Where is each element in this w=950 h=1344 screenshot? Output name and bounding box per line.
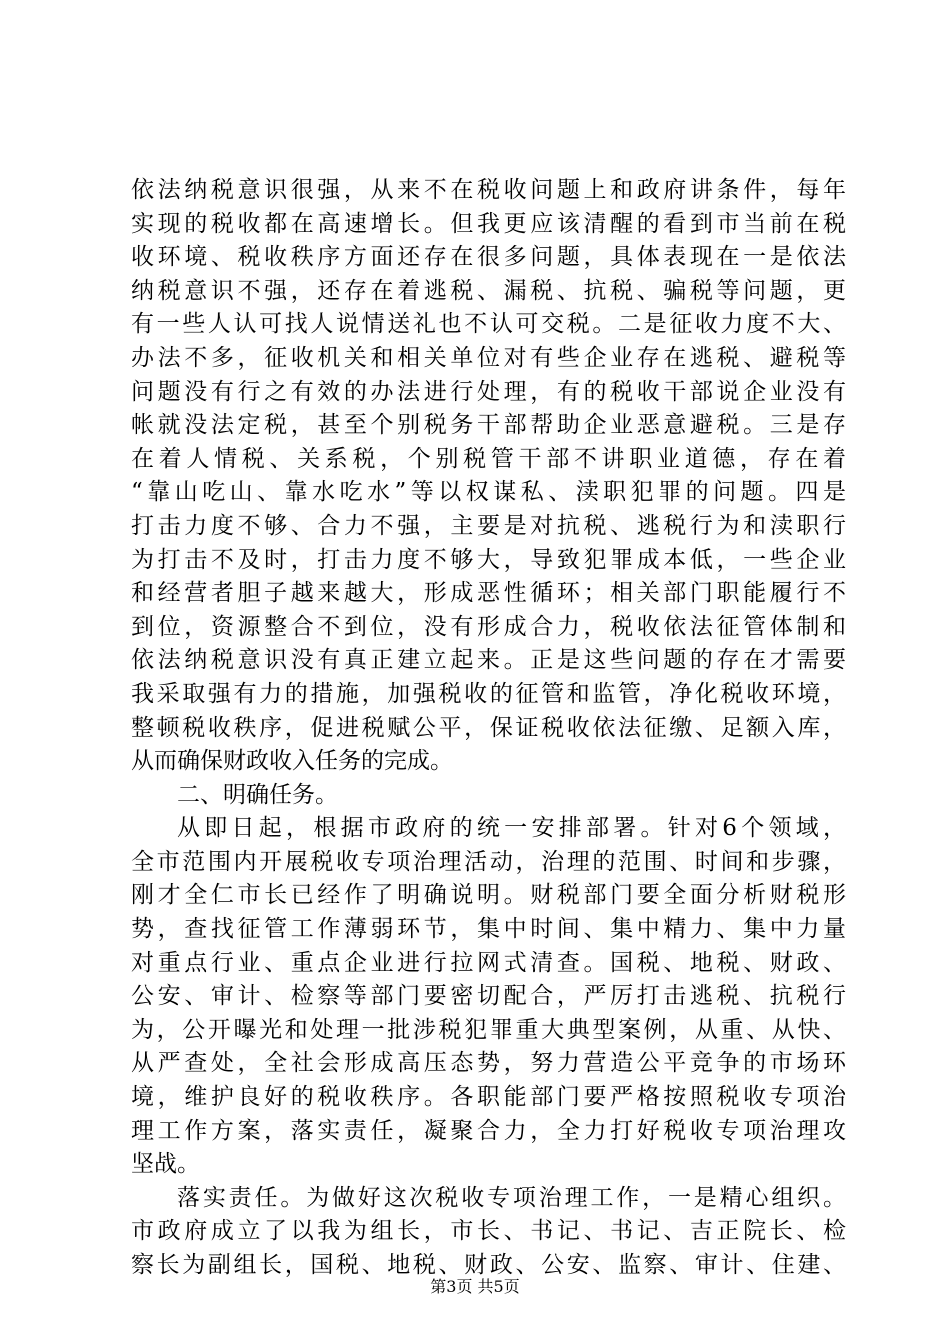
text-line: 为，公开曝光和处理一批涉税犯罪重大典型案例，从重、从快、 [131,1016,846,1043]
text-line: 整顿税收秩序，促进税赋公平，保证税收依法征缴、足额入库， [131,714,846,741]
text-line: 帐就没法定税，甚至个别税务干部帮助企业恶意避税。三是存 [131,412,846,439]
text-line: 办法不多，征收机关和相关单位对有些企业存在逃税、避税等 [131,344,846,371]
text-line: 察长为副组长，国税、地税、财政、公安、监察、审计、住建、 [131,1252,846,1278]
text-line: 收环境、税收秩序方面还存在很多问题，具体表现在一是依法 [131,244,846,271]
section-heading: 二、明确任务。 [177,781,338,808]
text-line: 到位，资源整合不到位，没有形成合力，税收依法征管体制和 [131,613,846,640]
text-line: 势，查找征管工作薄弱环节，集中时间、集中精力、集中力量 [131,916,846,943]
text-line: 从即日起，根据市政府的统一安排部署。针对6个领域， [177,815,846,842]
paragraph-tax-problems [131,174,846,779]
text-line: 我采取强有力的措施，加强税收的征管和监管，净化税收环境， [131,680,846,707]
text-line: 为打击不及时，打击力度不够大，导致犯罪成本低，一些企业 [131,546,846,573]
page-number-footer: 第3页 共5页 [430,1277,520,1296]
text-line: 刚才全仁市长已经作了明确说明。财税部门要全面分析财税形 [131,882,846,909]
text-line: 公安、审计、检察等部门要密切配合，严厉打击逃税、抗税行 [131,983,846,1010]
text-line: 依法纳税意识没有真正建立起来。正是这些问题的存在才需要 [131,647,846,674]
paragraph-responsibility [131,1182,846,1283]
text-line: 从而确保财政收入任务的完成。 [131,748,453,775]
text-line: “靠山吃山、靠水吃水”等以权谋私、渎职犯罪的问题。四是 [131,479,846,506]
paragraph-task-details [131,812,846,1182]
text-line: 打击力度不够、合力不强，主要是对抗税、逃税行为和渎职行 [131,512,846,539]
text-line: 对重点行业、重点企业进行拉网式清查。国税、地税、财政、 [131,949,846,976]
text-line: 理工作方案，落实责任，凝聚合力，全力打好税收专项治理攻 [131,1117,846,1144]
text-line: 纳税意识不强，还存在着逃税、漏税、抗税、骗税等问题，更 [131,277,846,304]
text-line: 全市范围内开展税收专项治理活动，治理的范围、时间和步骤， [131,848,846,875]
section-heading-tasks [131,779,846,813]
text-line: 市政府成立了以我为组长，市长、书记、书记、吉正院长、检 [131,1218,846,1245]
text-line: 从严查处，全社会形成高压态势，努力营造公平竞争的市场环 [131,1050,846,1077]
text-line: 落实责任。为做好这次税收专项治理工作，一是精心组织。 [177,1184,846,1211]
text-line: 坚战。 [131,1151,200,1178]
document-body [131,174,846,1283]
text-line: 和经营者胆子越来越大，形成恶性循环；相关部门职能履行不 [131,580,846,607]
text-line: 在着人情税、关系税，个别税管干部不讲职业道德，存在着 [131,445,846,472]
text-line: 依法纳税意识很强，从来不在税收问题上和政府讲条件，每年 [131,177,846,203]
text-line: 实现的税收都在高速增长。但我更应该清醒的看到市当前在税 [131,210,846,237]
text-line: 境，维护良好的税收秩序。各职能部门要严格按照税收专项治 [131,1084,846,1111]
text-line: 问题没有行之有效的办法进行处理，有的税收干部说企业没有 [131,378,846,405]
text-line: 有一些人认可找人说情送礼也不认可交税。二是征收力度不大、 [131,311,846,338]
